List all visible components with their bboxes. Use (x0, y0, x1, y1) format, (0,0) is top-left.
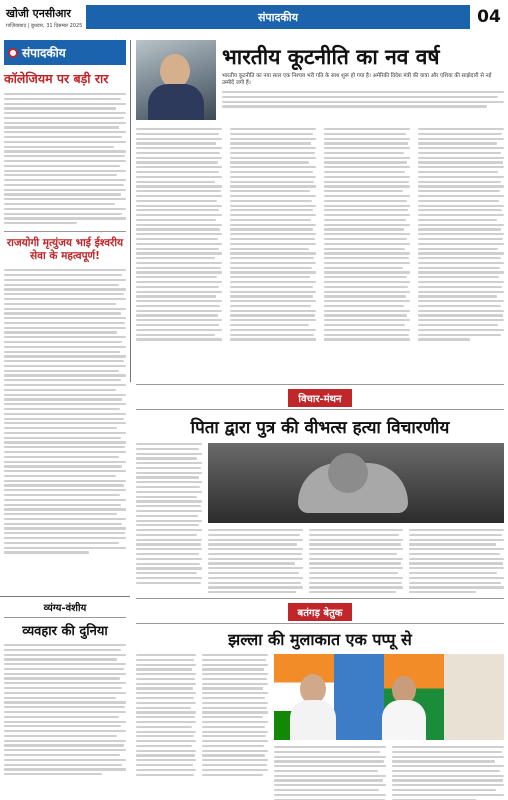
vichar-photo (208, 443, 504, 523)
vichar-label-bar (136, 384, 504, 410)
vyangya-section (4, 600, 126, 775)
batangad-label-bar (136, 598, 504, 624)
vichar-label: विचार-मंथन (288, 389, 351, 407)
section-title: संपादकीय (257, 10, 299, 24)
lead-intro: भारतीय कूटनीति का नया साल एक निश्चय भरी गति के साथ शुरू हो गया है। अमेरिकी विदेश मंत्री की यात्रा और एशिया की साझेदारी से नई उम्मीदें जगी हैं। (222, 73, 492, 86)
second-story (4, 231, 126, 263)
batangad-section (136, 598, 504, 800)
vyangya-headline: व्यवहार की दुनिया (22, 624, 108, 639)
rule (0, 596, 130, 597)
left-column (4, 40, 126, 554)
vyangya-body (4, 644, 126, 775)
lead-story (136, 40, 504, 341)
editorial-body (4, 93, 126, 224)
editorial-banner (4, 40, 126, 65)
lead-headline: भारतीय कूटनीति का नव वर्ष (222, 45, 440, 69)
vichar-headline: पिता द्वारा पुत्र की वीभत्स हत्या विचारणीय (190, 418, 450, 438)
page-number: 04 (477, 7, 501, 27)
column-rule (130, 40, 131, 382)
batangad-label: बतंगड़ बेतुक (288, 603, 353, 621)
vichar-section (136, 384, 504, 593)
batangad-body-left (136, 654, 196, 800)
vyangya-label: व्यंग्य-वंशीय (43, 603, 87, 614)
editorial-icon (8, 48, 18, 58)
lead-photo (136, 40, 216, 120)
batangad-photo (274, 654, 504, 740)
brand-block (0, 0, 86, 34)
batangad-headline: झल्ला की मुलाकात एक पप्पू से (228, 630, 412, 649)
editorial-label: संपादकीय (22, 46, 66, 60)
lead-intro-more (222, 91, 504, 108)
brand-name: खोजी एनसीआर (6, 6, 71, 20)
masthead (0, 0, 508, 34)
section-band (86, 5, 470, 29)
vichar-body-left (136, 443, 202, 593)
second-body (4, 269, 126, 553)
lead-columns (136, 128, 504, 341)
dateline: ग़ाज़ियाबाद | बुधवार, 31 दिसम्बर 2025 (6, 22, 83, 29)
editorial-headline: कॉलेजियम पर बड़ी रार (4, 71, 109, 86)
second-headline: राजयोगी मृत्युंजय भाई ईश्वरीय सेवा के महत्वपूर्ण! (6, 237, 124, 263)
